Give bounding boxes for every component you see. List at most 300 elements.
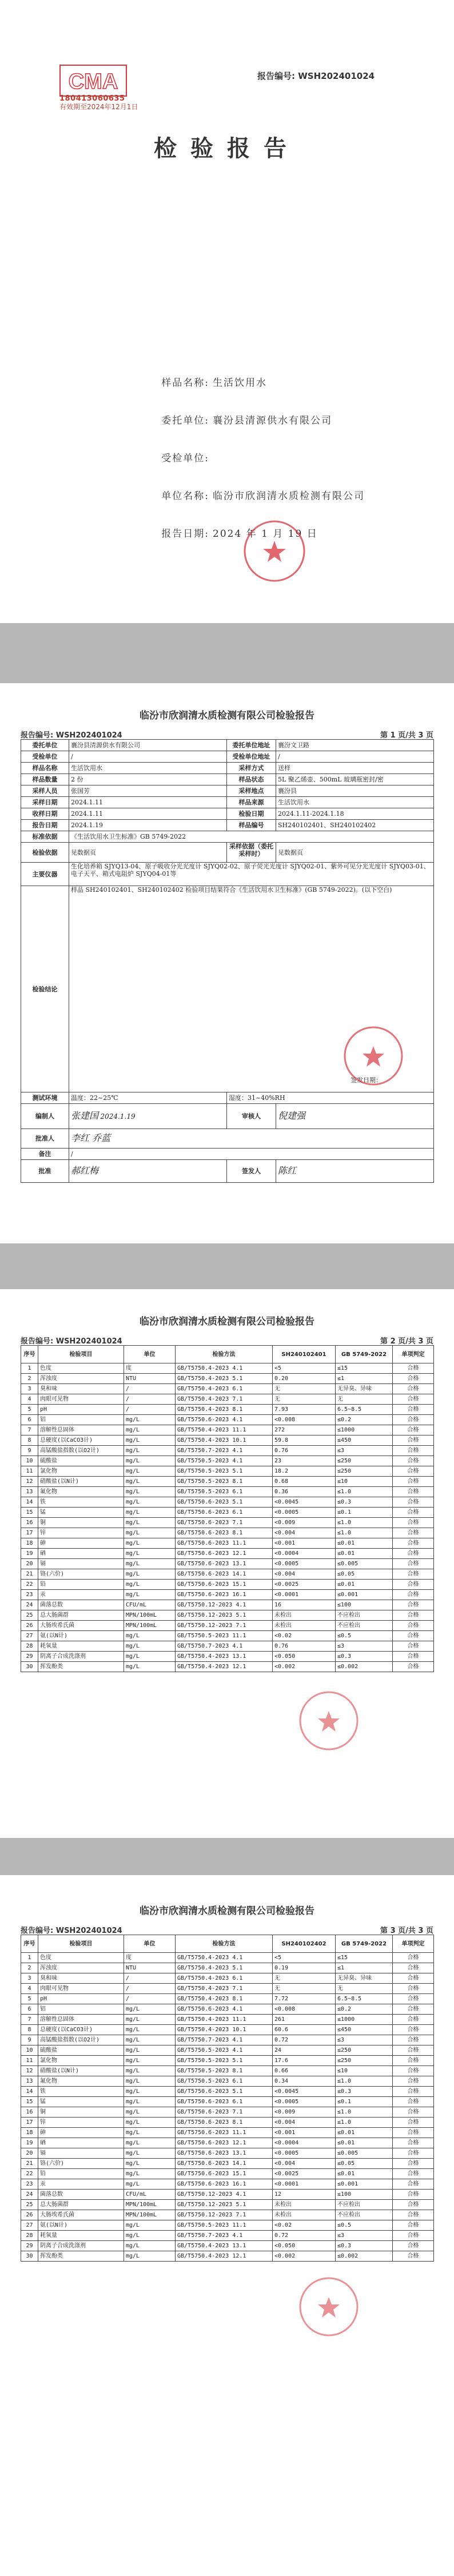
table-cell: 合格 <box>393 2004 434 2015</box>
table-row <box>21 2210 434 2220</box>
table-cell: GB/T5750.6-2023 7.1 <box>176 2107 273 2118</box>
table-cell: ≤3 <box>336 1641 393 1652</box>
report-page-1 <box>0 683 454 1243</box>
table-cell: 氯化物 <box>38 1466 124 1477</box>
table-cell: 7.93 <box>273 1405 336 1415</box>
table-cell: ≤0.001 <box>336 1590 393 1600</box>
results-header-row: 序号 检验项目 单位 检验方法 SH240102401 GB 5749-2022 单项判定 <box>21 1346 434 1363</box>
table-cell: 合格 <box>393 2056 434 2066</box>
table-cell: 未检出 <box>273 1610 336 1621</box>
table-cell: GB/T5750.6-2023 11.1 <box>176 2128 273 2138</box>
table-cell: 合格 <box>393 2159 434 2169</box>
table-cell: 12 <box>21 2066 38 2076</box>
table-cell: 合格 <box>393 1610 434 1621</box>
table-cell: <0.0004 <box>273 1549 336 1559</box>
table-cell: 铝 <box>38 2004 124 2015</box>
table-cell: 30 <box>21 1662 38 1672</box>
table-cell: GB/T5750.5-2023 8.1 <box>176 2066 273 2076</box>
table-cell: 挥发酚类 <box>38 1662 124 1672</box>
table-cell: 挥发酚类 <box>38 2251 124 2262</box>
table-cell: 合格 <box>393 1425 434 1435</box>
table-cell: NTU <box>124 1963 176 1973</box>
table-cell: ≤250 <box>336 2056 393 2066</box>
table-cell: ≤0.01 <box>336 2169 393 2179</box>
table-cell: 0.19 <box>273 1963 336 1973</box>
table-cell: mg/L <box>124 1477 176 1487</box>
table-cell: mg/L <box>124 1518 176 1528</box>
table-cell: 0.72 <box>273 2035 336 2045</box>
table-cell: 合格 <box>393 1518 434 1528</box>
table-cell: 耗氧量 <box>38 2231 124 2241</box>
table-cell: GB/T5750.5-2023 8.1 <box>176 1477 273 1487</box>
table-cell: MPN/100mL <box>124 1610 176 1621</box>
table-cell: 溶解性总固体 <box>38 2015 124 2025</box>
table-cell: 25 <box>21 1610 38 1621</box>
table-cell: 合格 <box>393 2035 434 2045</box>
table-cell: ≤0.5 <box>336 2220 393 2231</box>
table-cell: 10 <box>21 1456 38 1466</box>
svg-text:CMA: CMA <box>68 70 118 94</box>
table-cell: 汞 <box>38 2179 124 2190</box>
table-cell: 合格 <box>393 2210 434 2220</box>
table-cell: MPN/100mL <box>124 2210 176 2220</box>
table-cell: 18 <box>21 1538 38 1549</box>
table-cell: GB/T5750.6-2023 11.1 <box>176 1538 273 1549</box>
table-cell: 无异臭、异味 <box>336 1384 393 1394</box>
table-cell: 29 <box>21 2241 38 2251</box>
table-row <box>21 2056 434 2066</box>
table-cell: 272 <box>273 1425 336 1435</box>
table-row <box>21 1652 434 1662</box>
table-cell: 总硬度(以CaCO3计) <box>38 2025 124 2035</box>
table-cell: 锌 <box>38 1528 124 1538</box>
table-cell: <0.004 <box>273 2159 336 2169</box>
table-row <box>21 1963 434 1973</box>
table-cell: 0.76 <box>273 1446 336 1456</box>
table-cell: ≤0.001 <box>336 2179 393 2190</box>
table-cell: mg/L <box>124 1435 176 1446</box>
table-cell: <0.02 <box>273 2220 336 2231</box>
table-cell: <0.0005 <box>273 2097 336 2107</box>
table-cell: ≤250 <box>336 1456 393 1466</box>
cma-validity: 有效期至2024年12月1日 <box>59 103 138 111</box>
table-cell: mg/L <box>124 2138 176 2148</box>
table-cell: 5 <box>21 1405 38 1415</box>
table-cell: ≤100 <box>336 1600 393 1610</box>
page-seal-icon <box>297 2275 360 2338</box>
table-cell: mg/L <box>124 2241 176 2251</box>
table-cell: 4 <box>21 1394 38 1405</box>
table-row <box>21 2118 434 2128</box>
table-cell: 合格 <box>393 2138 434 2148</box>
table-cell: GB/T5750.4-2023 5.1 <box>176 1374 273 1384</box>
table-cell: mg/L <box>124 2097 176 2107</box>
table-row <box>21 2045 434 2056</box>
table-row <box>21 1394 434 1405</box>
table-cell: 22 <box>21 2169 38 2179</box>
table-cell: ≤1.0 <box>336 1528 393 1538</box>
table-cell: 高锰酸盐指数(以O2计) <box>38 1446 124 1456</box>
table-cell: 硝酸盐(以N计) <box>38 1477 124 1487</box>
table-row <box>21 1405 434 1415</box>
table-cell: ≤0.1 <box>336 1508 393 1518</box>
table-cell: 硝酸盐(以N计) <box>38 2066 124 2076</box>
page-seal-icon <box>297 1689 360 1752</box>
cover-field-label: 报告日期: <box>161 528 209 540</box>
table-cell: mg/L <box>124 1580 176 1590</box>
table-cell: / <box>124 1405 176 1415</box>
table-cell: 23 <box>21 1590 38 1600</box>
issuer-signature: 陈红 <box>278 1165 297 1176</box>
table-cell: 合格 <box>393 2251 434 2262</box>
table-cell: 总硬度(以CaCO3计) <box>38 1435 124 1446</box>
table-row <box>21 1549 434 1559</box>
cover-title: 检验报告 <box>154 135 300 162</box>
cover-field-value: 襄汾县清源供水有限公司 <box>213 415 332 426</box>
cover-page <box>0 0 454 623</box>
table-cell: GB/T5750.4-2023 6.1 <box>176 1384 273 1394</box>
table-cell: 6.5~8.5 <box>336 1994 393 2004</box>
table-cell: 菌落总数 <box>38 2190 124 2200</box>
table-cell: mg/L <box>124 1538 176 1549</box>
report-number: 报告编号: WSH202401024 <box>21 1927 122 1935</box>
table-cell: 23 <box>273 1456 336 1466</box>
table-cell: 铁 <box>38 1497 124 1508</box>
table-cell: 17 <box>21 2118 38 2128</box>
table-cell: 氟化物 <box>38 2076 124 2087</box>
info-row: 受检单位 / 受检单位地址 / <box>21 751 434 763</box>
table-cell: pH <box>38 1405 124 1415</box>
table-cell: GB/T5750.7-2023 4.1 <box>176 1641 273 1652</box>
page-title: 临汾市欣润清水质检测有限公司检验报告 <box>140 710 314 721</box>
table-cell: 0.66 <box>273 2066 336 2076</box>
standard-row: 标准依据 《生活饮用水卫生标准》GB 5749-2022 <box>21 831 434 843</box>
table-cell: mg/L <box>124 1641 176 1652</box>
table-cell: GB/T5750.5-2023 6.1 <box>176 2076 273 2087</box>
table-row <box>21 2148 434 2159</box>
table-cell: ≤450 <box>336 1435 393 1446</box>
table-cell: 17.6 <box>273 2056 336 2066</box>
table-cell: 合格 <box>393 1384 434 1394</box>
table-cell: 59.8 <box>273 1435 336 1446</box>
table-cell: 合格 <box>393 1497 434 1508</box>
cma-caption <box>59 94 138 111</box>
table-cell: 9 <box>21 1446 38 1456</box>
table-cell: GB/T5750.6-2023 6.1 <box>176 1508 273 1518</box>
table-cell: 高锰酸盐指数(以O2计) <box>38 2035 124 2045</box>
final-sign-row: 批准 郝红梅 签发人 陈红 <box>21 1160 434 1183</box>
table-cell: <0.004 <box>273 1528 336 1538</box>
table-cell: 合格 <box>393 2076 434 2087</box>
table-cell: 氨(以N计) <box>38 2220 124 2231</box>
table-cell: GB/T5750.5-2023 4.1 <box>176 2045 273 2056</box>
table-cell: 合格 <box>393 2241 434 2251</box>
table-cell: 6.5~8.5 <box>336 1405 393 1415</box>
table-cell: GB/T5750.4-2023 13.1 <box>176 2241 273 2251</box>
table-cell: mg/L <box>124 2045 176 2056</box>
table-cell: 硫酸盐 <box>38 1456 124 1466</box>
table-cell: 合格 <box>393 2128 434 2138</box>
table-cell: <0.0004 <box>273 2138 336 2148</box>
table-cell: GB/T5750.4-2023 4.1 <box>176 1953 273 1963</box>
table-row <box>21 1973 434 1984</box>
table-cell: mg/L <box>124 1662 176 1672</box>
prepared-signature: 张建国 <box>71 1110 99 1121</box>
table-cell: 总大肠菌群 <box>38 1610 124 1621</box>
table-cell: GB/T5750.5-2023 4.1 <box>176 1456 273 1466</box>
table-row <box>21 1600 434 1610</box>
table-cell: 无 <box>273 1973 336 1984</box>
table-cell: GB/T5750.4-2023 6.1 <box>176 1973 273 1984</box>
table-cell: 合格 <box>393 1590 434 1600</box>
table-cell: 色度 <box>38 1363 124 1374</box>
table-cell: 11 <box>21 1466 38 1477</box>
table-cell: 不应检出 <box>336 2200 393 2210</box>
table-cell: 3 <box>21 1384 38 1394</box>
table-row <box>21 2035 434 2045</box>
table-cell: 铁 <box>38 2087 124 2097</box>
table-cell: 17 <box>21 1528 38 1538</box>
page-indicator: 第 1 页/共 3 页 <box>380 731 433 740</box>
table-cell: ≤0.01 <box>336 1549 393 1559</box>
table-cell: / <box>124 1984 176 1994</box>
table-cell: 合格 <box>393 1641 434 1652</box>
table-cell: GB/T5750.4-2023 7.1 <box>176 1984 273 1994</box>
table-cell: <0.002 <box>273 2251 336 2262</box>
signature-row: 编制人 张建国 2024.1.19 审核人 倪建强 <box>21 1104 434 1129</box>
table-cell: mg/L <box>124 1631 176 1641</box>
table-row <box>21 1538 434 1549</box>
table-cell: 合格 <box>393 1435 434 1446</box>
table-cell: 合格 <box>393 1963 434 1973</box>
info-row: 样品名称 生活饮用水 采样方式 送样 <box>21 763 434 774</box>
table-cell: 合格 <box>393 2015 434 2025</box>
table-cell: 19 <box>21 2138 38 2148</box>
table-cell: 合格 <box>393 1549 434 1559</box>
table-cell: 氟化物 <box>38 1487 124 1497</box>
table-cell: 23 <box>21 2179 38 2190</box>
table-cell: 2 <box>21 1374 38 1384</box>
info-table <box>21 739 434 1183</box>
table-cell: / <box>124 1994 176 2004</box>
table-cell: GB/T5750.6-2023 7.1 <box>176 1518 273 1528</box>
table-cell: 30 <box>21 2251 38 2262</box>
table-cell: GB/T5750.6-2023 13.1 <box>176 2148 273 2159</box>
table-cell: 未检出 <box>273 2200 336 2210</box>
table-cell: 合格 <box>393 1374 434 1384</box>
table-cell: ≤0.3 <box>336 1652 393 1662</box>
table-cell: ≤1.0 <box>336 2076 393 2087</box>
table-cell: ≤15 <box>336 1363 393 1374</box>
table-cell: ≤3 <box>336 2035 393 2045</box>
table-cell: 溶解性总固体 <box>38 1425 124 1435</box>
table-cell: 阴离子合成洗涤剂 <box>38 2241 124 2251</box>
table-cell: GB/T5750.6-2023 8.1 <box>176 2118 273 2128</box>
table-cell: <5 <box>273 1363 336 1374</box>
table-cell: 3 <box>21 1973 38 1984</box>
info-row: 报告日期 2024.1.19 样品编号 SH240102401、SH240102402 <box>21 820 434 831</box>
table-cell: 浑浊度 <box>38 1374 124 1384</box>
table-cell: <0.050 <box>273 1652 336 1662</box>
cover-field-sample <box>154 374 365 412</box>
table-cell: 0.72 <box>273 2231 336 2241</box>
table-cell: 肉眼可见物 <box>38 1394 124 1405</box>
table-cell: 11 <box>21 2056 38 2066</box>
table-cell: mg/L <box>124 1590 176 1600</box>
table-row <box>21 2138 434 2148</box>
results-header-row: 序号 检验项目 单位 检验方法 SH240102402 GB 5749-2022 单项判定 <box>21 1935 434 1953</box>
cover-field-value: 生活饮用水 <box>213 377 267 389</box>
table-cell: 20 <box>21 2148 38 2159</box>
table-cell: 27 <box>21 2220 38 2231</box>
inspection-seal-icon <box>342 1024 405 1087</box>
table-cell: mg/L <box>124 2179 176 2190</box>
table-cell: GB/T5750.4-2023 4.1 <box>176 1363 273 1374</box>
table-cell: 臭和味 <box>38 1973 124 1984</box>
table-cell: GB/T5750.6-2023 12.1 <box>176 1549 273 1559</box>
table-cell: ≤0.01 <box>336 2138 393 2148</box>
table-cell: ≤0.3 <box>336 2241 393 2251</box>
table-cell: 0.76 <box>273 1641 336 1652</box>
table-cell: 4 <box>21 1984 38 1994</box>
table-cell: 合格 <box>393 2220 434 2231</box>
table-cell: 合格 <box>393 2148 434 2159</box>
table-cell: GB/T5750.12-2023 4.1 <box>176 2190 273 2200</box>
table-cell: GB/T5750.6-2023 4.1 <box>176 2004 273 2015</box>
table-cell: 5 <box>21 1994 38 2004</box>
table-cell: <0.0005 <box>273 2148 336 2159</box>
table-cell: 合格 <box>393 1984 434 1994</box>
table-cell: mg/L <box>124 1415 176 1425</box>
table-cell: mg/L <box>124 1652 176 1662</box>
approver-signature: 李红 乔蓝 <box>71 1133 111 1143</box>
table-cell: 合格 <box>393 1477 434 1487</box>
cover-field-label: 委托单位: <box>161 415 209 426</box>
table-cell: 浑浊度 <box>38 1963 124 1973</box>
table-cell: mg/L <box>124 2015 176 2025</box>
table-row <box>21 1384 434 1394</box>
table-row <box>21 1590 434 1600</box>
table-cell: ≤0.01 <box>336 1580 393 1590</box>
table-cell: ≤3 <box>336 2231 393 2241</box>
table-cell: 合格 <box>393 1662 434 1672</box>
table-cell: 15 <box>21 1508 38 1518</box>
table-cell: mg/L <box>124 1456 176 1466</box>
table-cell: 耗氧量 <box>38 1641 124 1652</box>
table-cell: 不应检出 <box>336 1610 393 1621</box>
table-cell: mg/L <box>124 2107 176 2118</box>
table-cell: 度 <box>124 1953 176 1963</box>
table-row <box>21 2025 434 2035</box>
table-row <box>21 1466 434 1477</box>
table-cell: <0.004 <box>273 1569 336 1580</box>
table-cell: 6 <box>21 1415 38 1425</box>
conclusion-text: 样品 SH240102401、SH240102402 检验项目结果符合《生活饮用水卫生标准》(GB 5749-2022)。(以下空白) <box>71 886 392 894</box>
page-title: 临汾市欣润清水质检测有限公司检验报告 <box>140 1905 314 1917</box>
table-cell: 合格 <box>393 1466 434 1477</box>
table-cell: <0.0005 <box>273 1559 336 1569</box>
table-cell: 261 <box>273 2015 336 2025</box>
table-cell: 合格 <box>393 1415 434 1425</box>
table-row <box>21 1518 434 1528</box>
table-cell: GB/T5750.5-2023 5.1 <box>176 1466 273 1477</box>
table-cell: 合格 <box>393 1559 434 1569</box>
table-cell: <0.0001 <box>273 1590 336 1600</box>
table-cell: MPN/100mL <box>124 2200 176 2210</box>
table-cell: 28 <box>21 2231 38 2241</box>
table-cell: GB/T5750.5-2023 11.1 <box>176 1631 273 1641</box>
table-cell: 12 <box>21 1477 38 1487</box>
table-cell: 阴离子合成洗涤剂 <box>38 1652 124 1662</box>
table-cell: GB/T5750.4-2023 10.1 <box>176 1435 273 1446</box>
table-row <box>21 1415 434 1425</box>
table-cell: 砷 <box>38 2128 124 2138</box>
approval-signature: 郝红梅 <box>71 1165 99 1176</box>
table-cell: 19 <box>21 1549 38 1559</box>
table-cell: 合格 <box>393 1994 434 2004</box>
table-cell: 无 <box>273 1384 336 1394</box>
table-row <box>21 1477 434 1487</box>
table-cell: 6 <box>21 2004 38 2015</box>
table-cell: 25 <box>21 2200 38 2210</box>
table-cell: 14 <box>21 1497 38 1508</box>
table-cell: 硒 <box>38 2138 124 2148</box>
table-cell: 合格 <box>393 1621 434 1631</box>
table-row <box>21 2066 434 2076</box>
environment-row: 测试环境 温度：22~25℃ 湿度：31~40%RH <box>21 1092 434 1104</box>
table-cell: GB/T5750.12-2023 4.1 <box>176 1600 273 1610</box>
table-cell: <0.008 <box>273 1415 336 1425</box>
table-cell: GB/T5750.4-2023 11.1 <box>176 1425 273 1435</box>
table-cell: ≤0.5 <box>336 1631 393 1641</box>
table-cell: GB/T5750.5-2023 6.1 <box>176 1487 273 1497</box>
table-cell: mg/L <box>124 1446 176 1456</box>
table-row <box>21 2004 434 2015</box>
table-cell: mg/L <box>124 2169 176 2179</box>
table-row <box>21 2251 434 2262</box>
table-cell: 合格 <box>393 2087 434 2097</box>
table-cell: ≤0.002 <box>336 1662 393 1672</box>
table-row <box>21 2169 434 2179</box>
basis-row: 检验依据 见数据页 采样依据（委托采样时） 见数据页 <box>21 843 434 863</box>
table-cell: 合格 <box>393 1600 434 1610</box>
info-row: 采样日期 2024.1.11 样品来源 生活饮用水 <box>21 797 434 808</box>
table-cell: <0.02 <box>273 1631 336 1641</box>
table-cell: 0.68 <box>273 1477 336 1487</box>
table-row <box>21 1446 434 1456</box>
table-cell: 27 <box>21 1631 38 1641</box>
table-cell: mg/L <box>124 2056 176 2066</box>
table-cell: ≤0.01 <box>336 2128 393 2138</box>
table-cell: <0.004 <box>273 2118 336 2128</box>
table-cell: ≤0.002 <box>336 2251 393 2262</box>
sign-date-label: 签发日期： <box>351 1076 382 1084</box>
table-cell: <0.002 <box>273 1662 336 1672</box>
table-row <box>21 2128 434 2138</box>
table-cell: 合格 <box>393 2118 434 2128</box>
company-seal-icon <box>242 519 306 583</box>
cover-field-label: 单位名称: <box>161 491 209 502</box>
table-cell: 合格 <box>393 1528 434 1538</box>
table-cell: ≤0.3 <box>336 1497 393 1508</box>
table-cell: mg/L <box>124 2087 176 2097</box>
table-cell: ≤100 <box>336 2190 393 2200</box>
table-row <box>21 1610 434 1621</box>
table-row <box>21 1528 434 1538</box>
table-cell: <0.001 <box>273 1538 336 1549</box>
table-cell: GB/T5750.6-2023 15.1 <box>176 1580 273 1590</box>
table-cell: 未检出 <box>273 1621 336 1631</box>
